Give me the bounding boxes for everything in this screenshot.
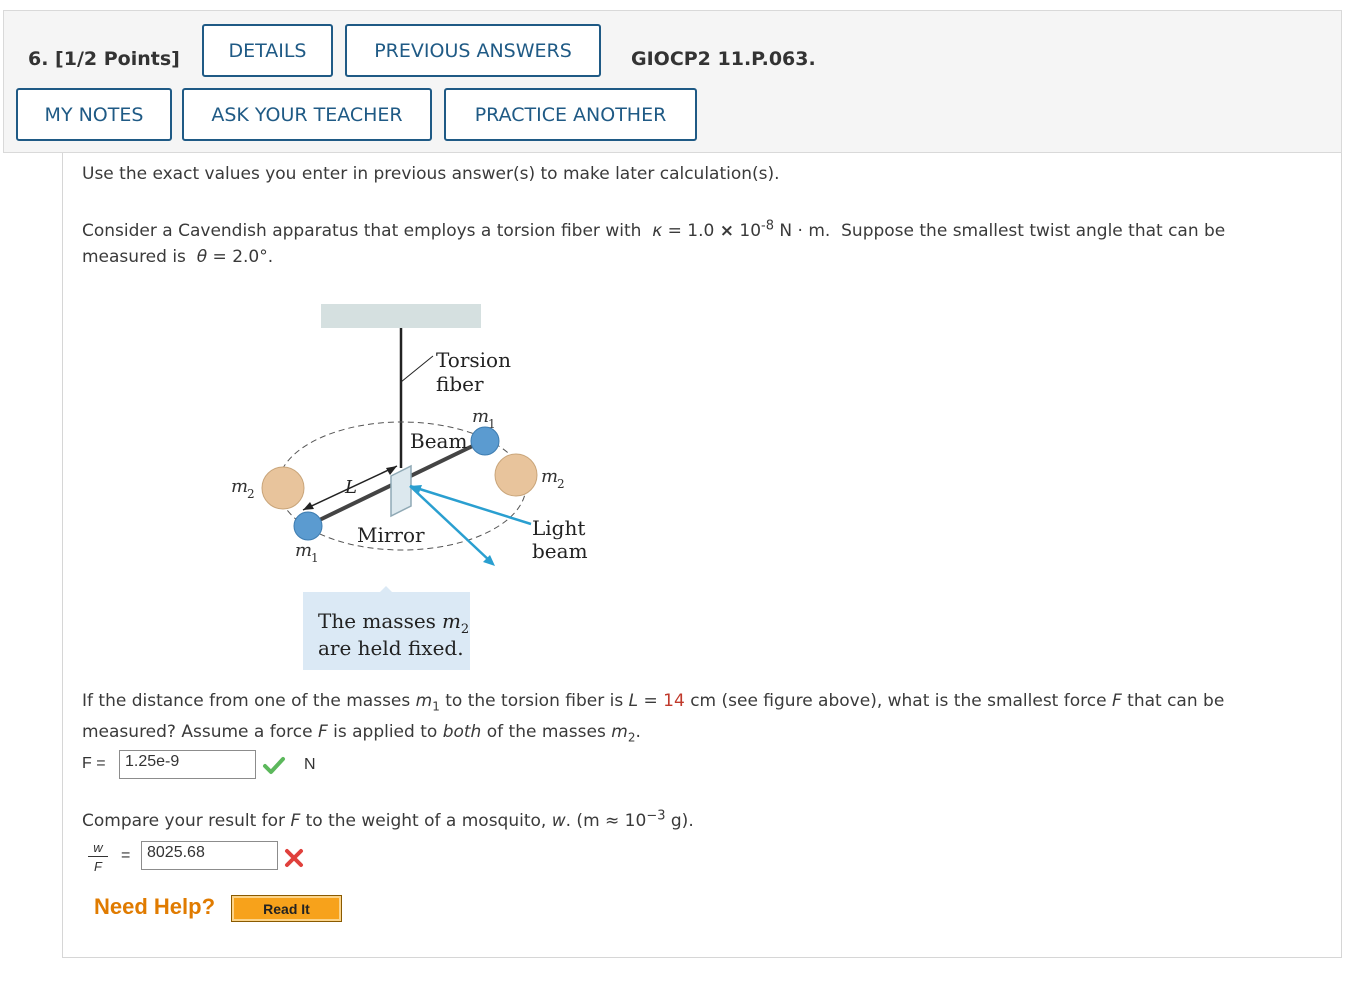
part1-m1: m bbox=[415, 691, 433, 711]
part1-text-g: of the masses bbox=[486, 722, 606, 742]
need-help-label: Need Help? bbox=[94, 894, 216, 919]
mass-m1-right bbox=[471, 427, 499, 455]
part1-F-2: F bbox=[317, 722, 328, 742]
part1-question-line1: If the distance from one of the masses $m_1$ to the torsion fiber is L = 14 cm (see figure above), what is the smallest force F that can be bbox=[82, 691, 1225, 714]
fraction-bar bbox=[88, 856, 108, 857]
caption-pointer bbox=[380, 586, 392, 592]
m1-right-label: m bbox=[472, 406, 490, 427]
ask-teacher-button[interactable]: ASK YOUR TEACHER bbox=[182, 88, 432, 141]
fiber-label-leader bbox=[401, 356, 433, 382]
F-label: F = bbox=[82, 755, 106, 772]
fiber-label: fiber bbox=[436, 372, 484, 396]
part1-both: both bbox=[442, 722, 482, 742]
my-notes-button[interactable]: MY NOTES bbox=[16, 88, 172, 141]
ratio-answer-field[interactable]: 8025.68 bbox=[141, 841, 278, 870]
F-unit: N bbox=[304, 756, 316, 773]
m1-left-label: m bbox=[295, 540, 313, 561]
torsion-label: Torsion bbox=[436, 348, 511, 372]
part1-question-line2: measured? Assume a force F is applied to both of the masses $m_2$. bbox=[82, 722, 641, 745]
part1-text-a: If the distance from one of the masses bbox=[82, 691, 411, 711]
kappa-exponent: -8 bbox=[761, 218, 774, 234]
part1-m1-sub: 1 bbox=[432, 699, 440, 714]
mirror-label: Mirror bbox=[357, 523, 425, 547]
question-header bbox=[3, 10, 1342, 153]
part2-F: F bbox=[290, 811, 301, 831]
ceiling-support bbox=[321, 304, 481, 328]
caption-m: m bbox=[441, 609, 461, 633]
cavendish-figure bbox=[215, 300, 595, 680]
problem-line-1 bbox=[82, 218, 1225, 244]
part1-text-f: is applied to bbox=[333, 722, 438, 742]
part2-text-b: to the weight of a mosquito, bbox=[305, 811, 547, 831]
caption-text-1: The masses bbox=[318, 609, 436, 633]
check-icon bbox=[262, 755, 286, 777]
caption-line-2: are held fixed. bbox=[318, 636, 464, 660]
part1-L: L bbox=[628, 691, 639, 711]
x-icon bbox=[284, 848, 304, 868]
kappa-base: 10 bbox=[739, 221, 762, 241]
mass-m2-left bbox=[262, 467, 304, 509]
fraction-denominator: F bbox=[94, 859, 102, 874]
mirror bbox=[391, 466, 411, 516]
F-answer-field[interactable]: 1.25e-9 bbox=[119, 750, 256, 779]
read-it-button[interactable]: Read It bbox=[231, 895, 342, 922]
part1-text-d: that can be bbox=[1127, 691, 1225, 711]
mass-m1-left bbox=[294, 512, 322, 540]
part2-exp: −3 bbox=[646, 808, 666, 824]
fraction-numerator: w bbox=[93, 840, 103, 855]
problem-line-2 bbox=[82, 244, 273, 270]
ratio-equals: = bbox=[121, 847, 131, 864]
details-button[interactable]: DETAILS bbox=[202, 24, 333, 77]
question-title: 6. [1/2 Points] bbox=[28, 48, 180, 70]
part1-text-e: measured? Assume a force bbox=[82, 722, 313, 742]
previous-answers-button[interactable]: PREVIOUS ANSWERS bbox=[345, 24, 601, 77]
mass-m2-right bbox=[495, 454, 537, 496]
part1-F: F bbox=[1111, 691, 1122, 711]
L-label: L bbox=[345, 477, 357, 498]
intro-text: Use the exact values you enter in previous answer(s) to make later calculation(s). bbox=[82, 164, 780, 184]
theta-value: = 2.0°. bbox=[212, 247, 274, 267]
beam-label: Beam bbox=[410, 429, 468, 453]
question-code: GIOCP2 11.P.063. bbox=[631, 48, 816, 70]
part2-text-c: . (m ≈ 10 bbox=[565, 811, 647, 831]
part1-m2-sub: 2 bbox=[627, 730, 636, 745]
problem-text: Consider a Cavendish apparatus that employs a torsion fiber with bbox=[82, 221, 642, 241]
part1-L-value: 14 bbox=[663, 691, 685, 711]
part2-w: w bbox=[551, 811, 566, 831]
light-label: Light bbox=[532, 516, 586, 540]
m1-left-sub: 1 bbox=[311, 551, 319, 565]
m2-left-sub: 2 bbox=[247, 487, 255, 501]
m2-right-label: m bbox=[541, 466, 559, 487]
kappa-value: = 1.0 bbox=[667, 221, 715, 241]
part1-m2: m bbox=[611, 722, 628, 742]
part2-question bbox=[82, 808, 694, 834]
m2-left-label: m bbox=[231, 476, 249, 497]
part1-text-c: cm (see figure above), what is the smallest force bbox=[690, 691, 1107, 711]
theta-symbol: θ bbox=[196, 247, 208, 267]
m2-right-sub: 2 bbox=[557, 477, 565, 491]
part1-text-b: to the torsion fiber is bbox=[445, 691, 624, 711]
part2-text-a: Compare your result for bbox=[82, 811, 286, 831]
beam2-label: beam bbox=[532, 539, 588, 563]
problem-text-3: measured is bbox=[82, 247, 186, 267]
m1-right-sub: 1 bbox=[488, 417, 496, 431]
kappa-symbol: κ bbox=[652, 221, 663, 241]
problem-text-2: Suppose the smallest twist angle that can be bbox=[841, 221, 1226, 241]
practice-another-button[interactable]: PRACTICE ANOTHER bbox=[444, 88, 697, 141]
part2-text-d: g). bbox=[670, 811, 694, 831]
caption-line-1 bbox=[318, 609, 469, 637]
kappa-unit: N · m. bbox=[779, 221, 831, 241]
times-symbol: × bbox=[719, 221, 734, 241]
caption-sub: 2 bbox=[460, 622, 470, 637]
